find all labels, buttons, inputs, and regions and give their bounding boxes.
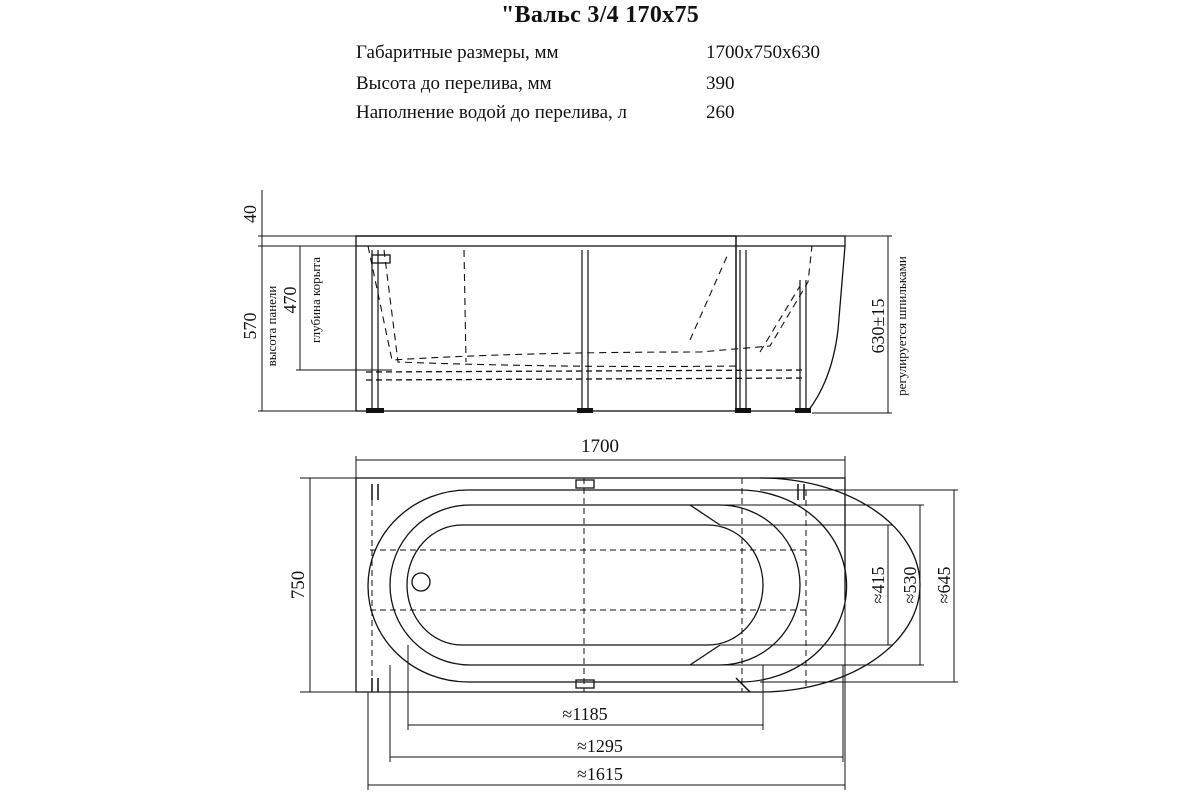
- dim-depth-value: 470: [280, 286, 300, 314]
- dim-645-value: ≈645: [934, 566, 954, 604]
- spec-label-volume: Наполнение водой до перелива, л: [356, 102, 628, 123]
- spec-label-overflow-height: Высота до перелива, мм: [356, 73, 552, 94]
- product-title: "Вальс 3/4 170x75: [500, 2, 700, 28]
- dim-530-value: ≈530: [900, 566, 920, 604]
- basin-depth-caption: глубина корыта: [308, 256, 323, 344]
- panel-height-caption: высота панели: [264, 285, 279, 367]
- spec-value-dimensions: 1700x750x630: [706, 42, 820, 63]
- height-adjust-caption: регулируется шпильками: [894, 256, 909, 396]
- spec-value-volume: 260: [706, 102, 735, 123]
- dim-width-value: 750: [288, 570, 309, 600]
- top-basin-outer: [390, 505, 800, 665]
- dim-length-value: 1700: [581, 436, 619, 457]
- dim-height-value: 630±15: [868, 298, 888, 354]
- top-legs: [372, 484, 804, 692]
- side-panel-outline: [356, 236, 736, 411]
- dim-1615-value: ≈1615: [577, 764, 623, 784]
- spec-label-dimensions: Габаритные размеры, мм: [356, 42, 559, 63]
- dim-line-rim: [258, 190, 356, 246]
- side-view: [258, 190, 892, 413]
- support-frame: [370, 478, 806, 692]
- dim-panel-value: 570: [240, 312, 260, 340]
- dim-1185-value: ≈1185: [562, 704, 608, 724]
- top-view: [300, 456, 958, 790]
- side-legs: [372, 250, 806, 410]
- dim-rim-label: 40: [240, 205, 260, 223]
- side-rounded-end: [736, 236, 845, 411]
- spec-value-overflow-height: 390: [706, 73, 735, 94]
- dim-1295-value: ≈1295: [577, 736, 623, 756]
- drain-hole: [412, 573, 430, 591]
- dim-415-value: ≈415: [868, 566, 888, 604]
- top-basin-bottom: [407, 525, 763, 645]
- top-rim: [368, 490, 847, 682]
- side-rim: [356, 236, 845, 246]
